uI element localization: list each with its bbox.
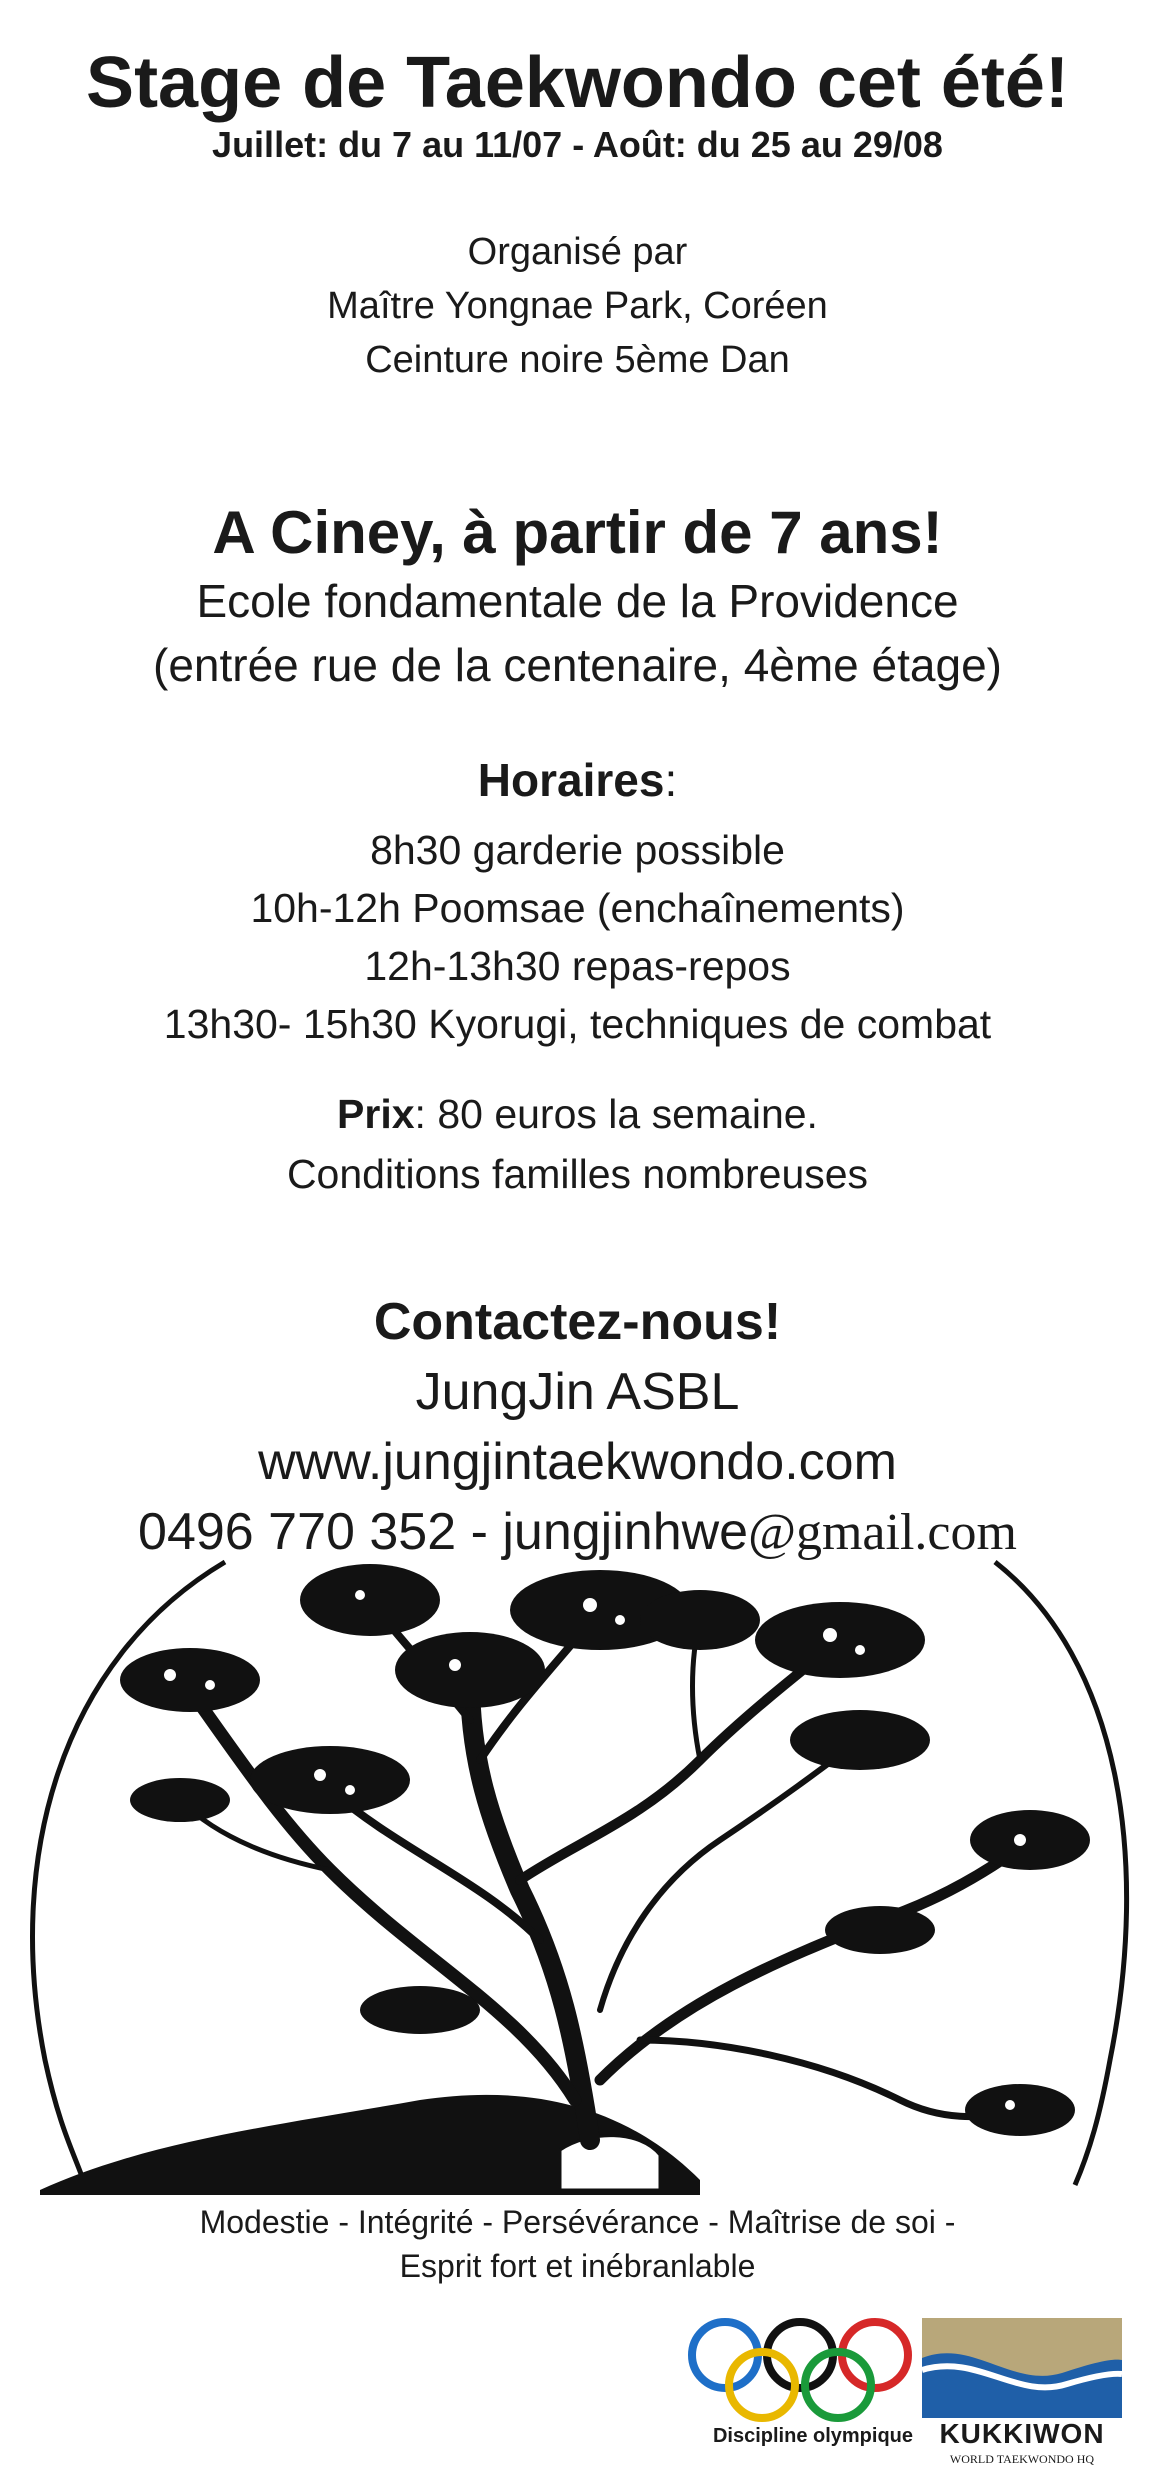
- organizer-line-2: Maître Yongnae Park, Coréen: [327, 285, 828, 327]
- kukkiwon-subtitle: WORLD TAEKWONDO HQ: [949, 2452, 1095, 2466]
- page-title: Stage de Taekwondo cet été!: [86, 43, 1069, 123]
- price-line: [0, 1086, 1155, 1142]
- contact-website[interactable]: www.jungjintaekwondo.com: [258, 1433, 897, 1491]
- contact-phone: 0496 770 352 - jungjinhwe: [138, 1503, 749, 1561]
- organizer-line-1: Organisé par: [467, 231, 688, 273]
- tree-illustration: [0, 1540, 1155, 2240]
- schedule-heading-colon: :: [664, 754, 678, 806]
- schedule-item: 12h-13h30 repas-repos: [364, 943, 791, 989]
- schedule-item: 13h30- 15h30 Kyorugi, techniques de combat: [163, 1001, 992, 1047]
- school-entrance: (entrée rue de la centenaire, 4ème étage): [153, 639, 1002, 691]
- tree-branches: [180, 1600, 1030, 2140]
- olympic-caption: Discipline olympique: [712, 2425, 914, 2447]
- kukkiwon-name: KUKKIWON: [939, 2418, 1105, 2449]
- price-text: : 80 euros la semaine.: [414, 1091, 818, 1137]
- schedule-item: 10h-12h Poomsae (enchaînements): [250, 885, 905, 931]
- contact-org: JungJin ASBL: [415, 1363, 740, 1421]
- dates-line: Juillet: du 7 au 11/07 - Août: du 25 au 29/08: [212, 124, 943, 165]
- kukkiwon-logo: [922, 2318, 1122, 2418]
- schedule-heading-label: Horaires: [477, 754, 665, 806]
- schedule-item: 8h30 garderie possible: [370, 827, 785, 873]
- school-name: Ecole fondamentale de la Providence: [196, 575, 959, 627]
- contact-email-domain: @gmail.com: [748, 1504, 1017, 1561]
- motto-line-1: Modestie - Intégrité - Persévérance - Maîtrise de soi -: [199, 2204, 956, 2240]
- contact-heading: Contactez-nous!: [373, 1293, 782, 1351]
- motto-line-2: Esprit fort et inébranlable: [399, 2248, 756, 2284]
- price-label: Prix: [337, 1091, 415, 1137]
- organizer-line-3: Ceinture noire 5ème Dan: [365, 339, 790, 381]
- schedule-heading: [0, 750, 1155, 810]
- price-conditions: Conditions familles nombreuses: [286, 1151, 869, 1197]
- olympic-rings-logo: [680, 2315, 920, 2425]
- location-headline: A Ciney, à partir de 7 ans!: [212, 499, 943, 566]
- ground: [40, 2095, 700, 2195]
